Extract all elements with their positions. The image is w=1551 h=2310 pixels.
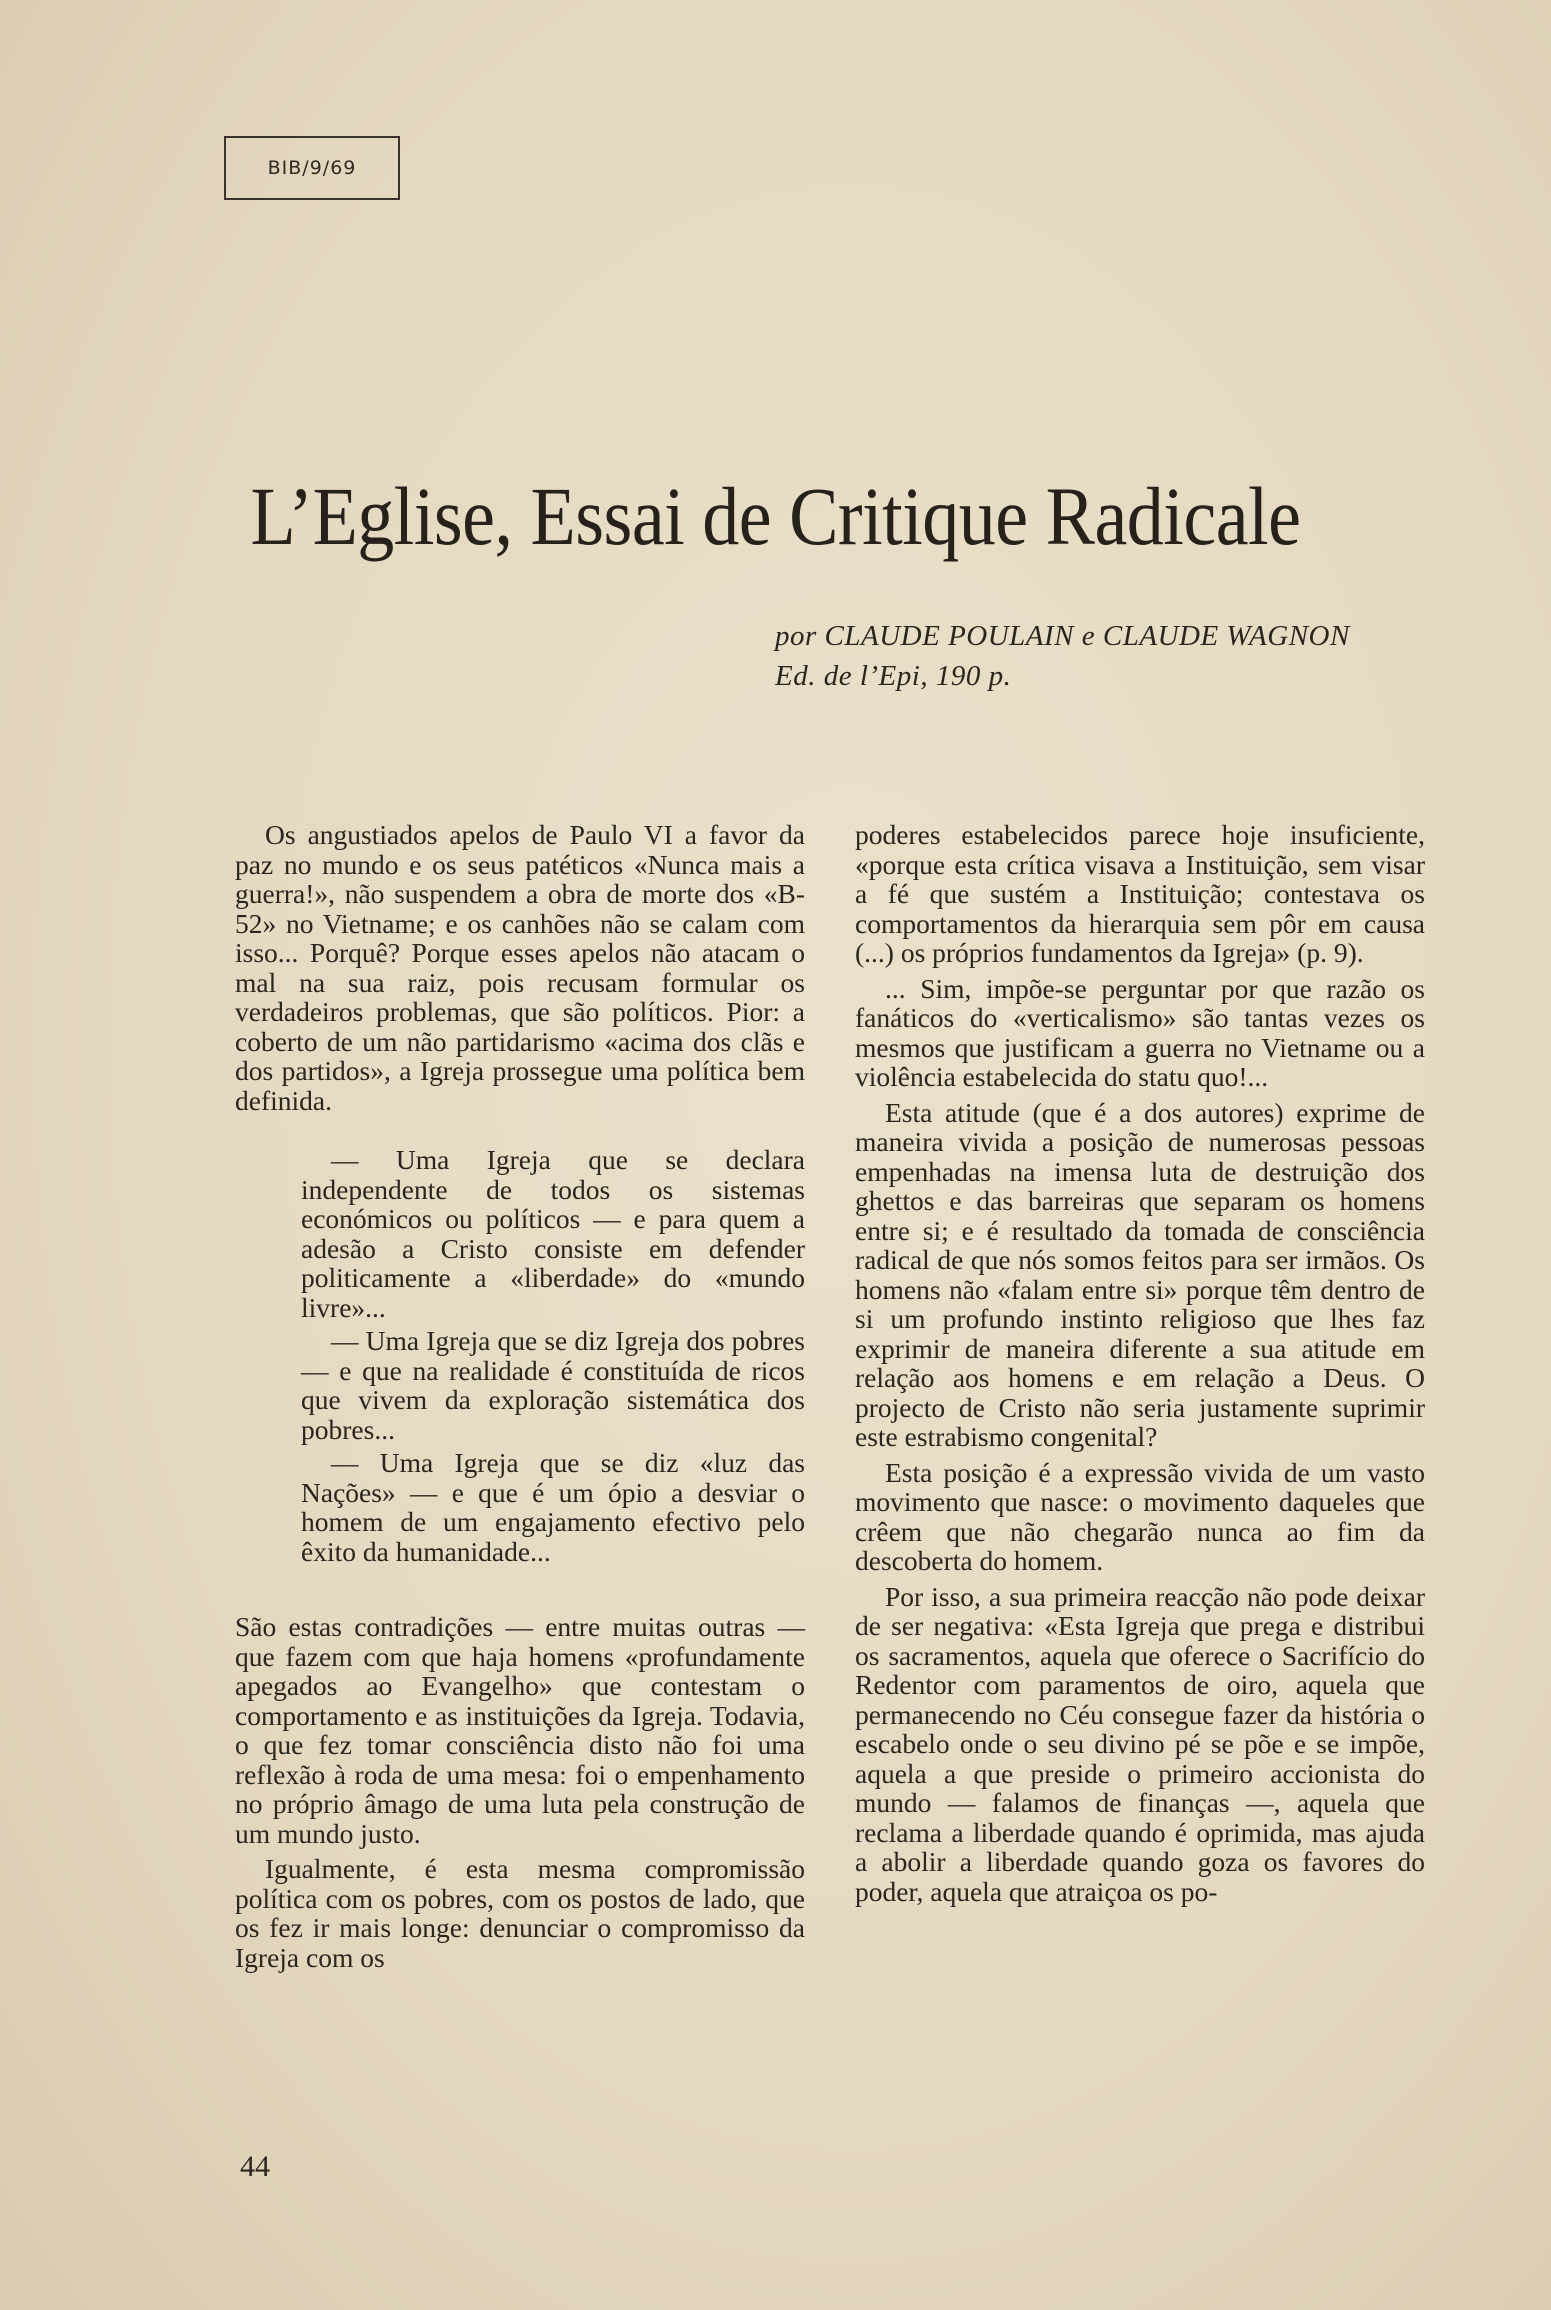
paragraph: ... Sim, impõe-se perguntar por que razão os fanáticos do «verticalismo» são tantas vezes os mesmos que justificam a guerra no Vietname ou a violência estabelecida do statu quo!... (855, 972, 1425, 1092)
byline (775, 616, 1495, 696)
paragraph: Por isso, a sua primeira reacção não pode deixar de ser negativa: «Esta Igreja que prega e distribui os sacramentos, aquela que oferece o Sacrifício do Redentor com paramentos de oiro, aquela que permanecendo no Céu consegue fazer da história o escabelo onde o seu divino pé se põe e se impõe, aquela a que preside o primeiro accionista do mundo — falamos de finanças —, aquela que reclama a liberdade quando é oprimida, mas ajuda a abolir a liberdade quando goza os favores do poder, aquela que atraiçoa os po- (855, 1580, 1425, 1907)
paragraph: Igualmente, é esta mesma compromissão política com os pobres, com os postos de lado, que os fez ir mais longe: denunciar o compromisso da Igreja com os (235, 1853, 805, 1973)
paragraph: Esta atitude (que é a dos autores) exprime de maneira vivida a posição de numerosas pessoas empenhadas na imensa luta de destruição dos ghettos e das barreiras que separam os homens entre si; e é resultado da tomada de consciência radical de que nós somos feitos para ser irmãos. Os homens não «falam entre si» porque têm dentro de si um profundo instinto religioso que lhes faz exprimir de maneira diferente a sua atitude em relação aos homens e em relação a Deus. O projecto de Cristo não seria justamente suprimir este estrabismo congenital? (855, 1096, 1425, 1452)
reference-code-box (224, 136, 400, 200)
paragraph: Esta posição é a expressão vivida de um vasto movimento que nasce: o movimento daqueles que crêem que não chegarão nunca ao fim da descoberta do homem. (855, 1456, 1425, 1576)
list (235, 1145, 805, 1566)
paragraph: São estas contradições — entre muitas outras — que fazem com que haja homens «profundamente apegados ao Evangelho» que contestam o comportamento e as instituições da Igreja. Todavia, o que fez tomar consciência disto não foi uma reflexão à roda de uma mesa: foi o empenhamento no próprio âmago de uma luta pela construção de um mundo justo. (235, 1611, 805, 1849)
list-item: — Uma Igreja que se diz «luz das Nações» — e que é um ópio a desviar o homem de um engajamento efectivo pelo êxito da humanidade... (301, 1447, 805, 1567)
left-column (235, 820, 805, 1972)
reference-code: BIB/9/69 (267, 157, 357, 179)
paragraph: Os angustiados apelos de Paulo VI a favor da paz no mundo e os seus patéticos «Nunca mais a guerra!», não suspendem a obra de morte dos «B-52» no Vietname; e os canhões não se calam com isso... Porquê? Porque esses apelos não atacam o mal na sua raiz, pois recusam formular os verdadeiros problemas, que são políticos. Pior: a coberto de um não partidarismo «acima dos clãs e dos partidos», a Igreja prossegue uma política bem definida. (235, 819, 805, 1116)
paragraph: poderes estabelecidos parece hoje insuficiente, «porque esta crítica visava a Instituição, sem visar a fé que sustém a Instituição; contestava os comportamentos da hierarquia sem pôr em causa (...) os próprios fundamentos da Igreja» (p. 9). (855, 819, 1425, 968)
list-item: — Uma Igreja que se diz Igreja dos pobres — e que na realidade é constituída de ricos que vivem da exploração sistemática dos pobres... (301, 1325, 805, 1445)
page-number: 44 (240, 2150, 270, 2183)
authors-line: por CLAUDE POULAIN e CLAUDE WAGNON (775, 620, 1350, 652)
list-item: — Uma Igreja que se declara independente de todos os sistemas económicos ou políticos — e para quem a adesão a Cristo consiste em defender politicamente a «liberdade» do «mundo livre»... (301, 1144, 805, 1323)
right-column (855, 820, 1425, 1906)
publisher-line: Ed. de l’Epi, 190 p. (775, 660, 1012, 692)
article-title: L’Eglise, Essai de Critique Radicale (250, 471, 1301, 563)
